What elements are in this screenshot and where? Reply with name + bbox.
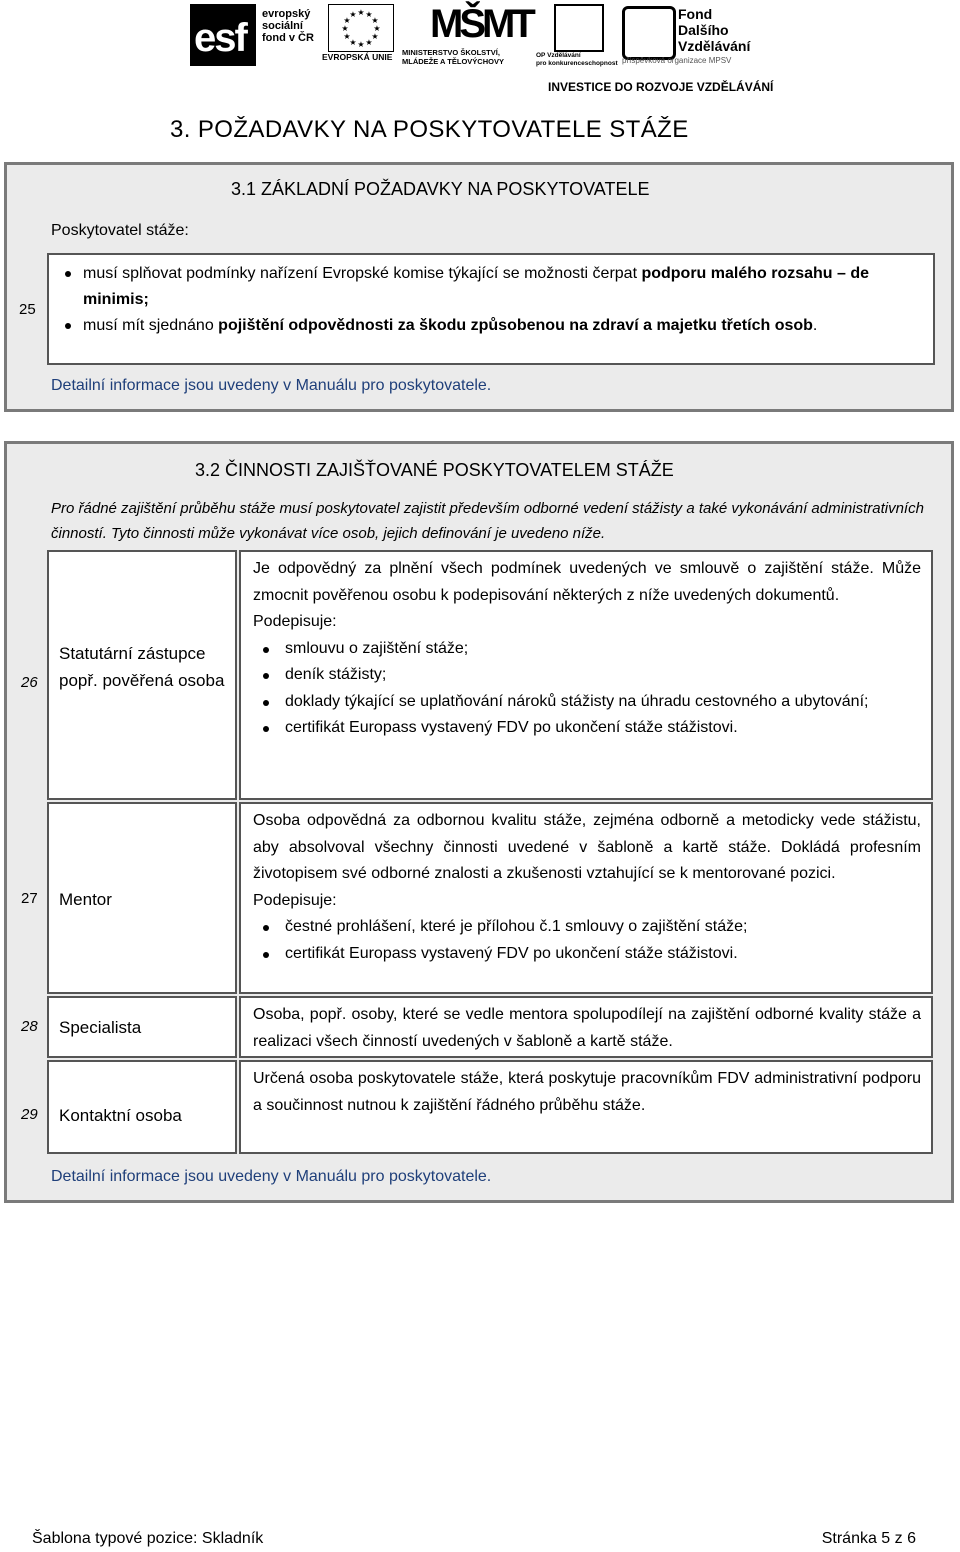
svg-text:★: ★ xyxy=(357,40,365,49)
eu-stars-icon xyxy=(329,5,393,51)
requirements-box xyxy=(47,253,935,365)
roles-table xyxy=(21,550,935,1154)
row-number: 28 xyxy=(21,1018,38,1035)
role-name-cell xyxy=(21,996,237,1058)
manual-reference: Detailní informace jsou uvedeny v Manuálu pro poskytovatele. xyxy=(51,377,492,394)
list-item: deník stážisty; xyxy=(253,662,921,689)
esf-logo: esf evropský sociální fond v ČR xyxy=(190,2,316,66)
role-description: Je odpovědný za plnění všech podmínek uvedených ve smlouvě o zajištění stáže. Může zmocnit pověřenou osobu k podepisování některých z níže uvedených dokumentů. xyxy=(253,560,921,604)
svg-text:★: ★ xyxy=(343,16,351,25)
role-description: Osoba odpovědná za odbornou kvalitu stáže, zejména odborně a metodicky vede stážistu, aby absolvoval všechny činnosti uvedené v šabloně a kartě stáže. Dokládá profesním životopisem své odborné znalosti a zkušenosti vztahující se k mentorované pozici. xyxy=(253,812,921,882)
role-description-cell xyxy=(239,550,933,800)
list-item: čestné prohlášení, které je přílohou č.1 smlouvy o zajištění stáže; xyxy=(253,914,921,941)
role-description-cell xyxy=(239,802,933,994)
svg-text:★: ★ xyxy=(349,38,357,47)
role-name: Kontaktní osoba xyxy=(59,1106,182,1125)
signs-label: Podepisuje: xyxy=(253,891,337,909)
role-description-cell xyxy=(239,996,933,1058)
role-name-cell xyxy=(21,1060,237,1154)
header-logos xyxy=(186,0,776,98)
signs-label: Podepisuje: xyxy=(253,613,337,630)
svg-text:★: ★ xyxy=(343,32,351,41)
list-item: musí mít sjednáno pojištění odpovědnosti za škodu způsobenou na zdraví a majetku třetích osob. xyxy=(59,313,925,339)
svg-text:★: ★ xyxy=(349,10,357,19)
list-item: musí splňovat podmínky nařízení Evropské komise týkající se možnosti čerpat podporu malého rozsahu – de minimis; xyxy=(59,261,925,313)
role-description: Osoba, popř. osoby, které se vedle mentora spolupodílejí na zajištění odborné kvality stáže a realizaci všech činností uvedených v šabloně a kartě stáže. xyxy=(253,1006,921,1050)
row-number: 29 xyxy=(21,1106,38,1123)
svg-text:★: ★ xyxy=(341,24,349,33)
svg-text:★: ★ xyxy=(373,24,381,33)
list-item: smlouvu o zajištění stáže; xyxy=(253,636,921,663)
svg-text:★: ★ xyxy=(365,38,373,47)
svg-text:★: ★ xyxy=(371,16,379,25)
role-description: Určená osoba poskytovatele stáže, která poskytuje pracovníkům FDV administrativní podporu a součinnost nutnou k zajištění řádného průběhu stáže. xyxy=(253,1070,921,1114)
svg-text:★: ★ xyxy=(357,8,365,17)
investice-tagline: INVESTICE DO ROZVOJE VZDĚLÁVÁNÍ xyxy=(548,80,774,94)
page-title: 3. POŽADAVKY NA POSKYTOVATELE STÁŽE xyxy=(170,116,689,143)
svg-text:★: ★ xyxy=(371,32,379,41)
provider-label: Poskytovatel stáže: xyxy=(51,222,189,239)
op-vk-logo: OP Vzdělávání pro konkurenceschopnost xyxy=(536,2,616,66)
role-name-cell xyxy=(21,802,237,994)
eu-flag-logo: ★ ★ ★ ★ ★ ★ ★ ★ ★ ★ ★ ★ EVROPSKÁ UNIE xyxy=(322,2,398,66)
svg-text:★: ★ xyxy=(365,10,373,19)
manual-reference: Detailní informace jsou uvedeny v Manuálu pro poskytovatele. xyxy=(51,1168,492,1185)
list-item: certifikát Europass vystavený FDV po ukončení stáže stážistovi. xyxy=(253,941,921,968)
msmt-logo: MŠMT MINISTERSTVO ŠKOLSTVÍ, MLÁDEŽE A TĚLOVÝCHOVY xyxy=(402,2,532,66)
row-number: 25 xyxy=(19,301,36,318)
section-activities xyxy=(4,441,954,1203)
footer-template-name: Šablona typové pozice: Skladník xyxy=(32,1530,264,1547)
role-description-cell xyxy=(239,1060,933,1154)
role-name: Mentor xyxy=(59,890,112,909)
section-intro: Pro řádné zajištění průběhu stáže musí poskytovatel zajistit především odborné vedení stážisty a také vykonávání administrativních činností. Tyto činnosti může vykonávat více osob, jejich definování je uvedeno níže. xyxy=(51,500,924,542)
fdv-logo: Fond Dalšího Vzdělávání příspěvková organizace MPSV xyxy=(622,6,751,65)
section-heading: 3.2 ČINNOSTI ZAJIŠŤOVANÉ POSKYTOVATELEM STÁŽE xyxy=(195,460,674,480)
list-item: certifikát Europass vystavený FDV po ukončení stáže stážistovi. xyxy=(253,715,921,742)
section-heading: 3.1 ZÁKLADNÍ POŽADAVKY NA POSKYTOVATELE xyxy=(231,179,650,199)
list-item: doklady týkající se uplatňování nároků stážisty na úhradu cestovného a ubytování; xyxy=(253,689,921,716)
section-basic-requirements xyxy=(4,162,954,412)
role-name-cell xyxy=(21,550,237,800)
footer-page-number: Stránka 5 z 6 xyxy=(821,1530,916,1547)
row-number: 27 xyxy=(21,890,38,907)
role-name: Specialista xyxy=(59,1018,142,1037)
row-number: 26 xyxy=(21,674,38,691)
role-name: Statutární zástupce popř. pověřená osoba xyxy=(59,644,225,690)
